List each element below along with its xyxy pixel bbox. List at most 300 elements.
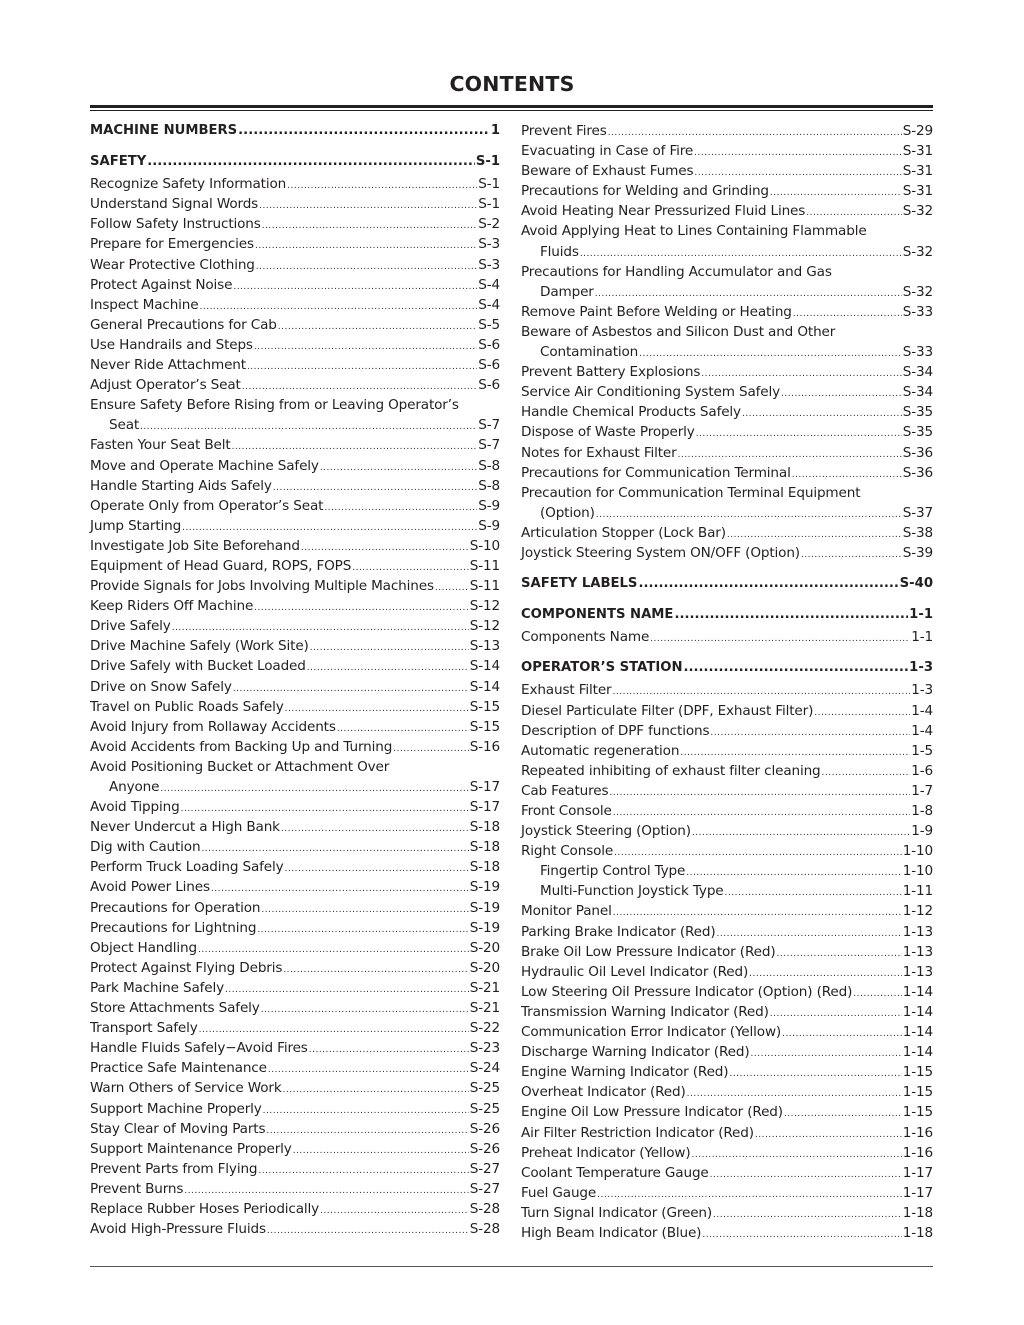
dot-leader: [782, 1024, 902, 1044]
toc-entry-keep-riders-off-machine[interactable]: [90, 596, 500, 616]
toc-entry-handle-starting-aids-safely[interactable]: [90, 476, 500, 496]
toc-entry-fasten-your-seat-belt[interactable]: [90, 435, 500, 455]
toc-entry-service-air-conditioning-system-safely[interactable]: [521, 382, 933, 402]
dot-leader: [310, 638, 469, 658]
dot-leader: [324, 498, 477, 518]
toc-entry-transport-safely[interactable]: [90, 1018, 500, 1038]
toc-entry-store-attachments-safely[interactable]: [90, 998, 500, 1018]
toc-entry-prevent-parts-from-flying[interactable]: [90, 1159, 500, 1179]
toc-page-number: 1-12: [902, 903, 933, 920]
toc-entry-warn-others-of-service-work[interactable]: [90, 1078, 500, 1098]
toc-entry-practice-safe-maintenance[interactable]: [90, 1058, 500, 1078]
toc-entry-precautions-for-lightning[interactable]: [90, 918, 500, 938]
toc-entry-drive-on-snow-safely[interactable]: [90, 677, 500, 697]
toc-entry-label: Precautions for Welding and Grinding: [521, 183, 769, 200]
toc-page-number: S-9: [478, 497, 500, 514]
toc-page-number: S-5: [478, 316, 500, 333]
toc-entry-continuation[interactable]: [521, 282, 933, 302]
toc-page-number: 1-4: [911, 722, 933, 739]
dot-leader: [268, 1060, 469, 1080]
toc-entry-adjust-operator-s-seat[interactable]: [90, 375, 500, 395]
toc-entry-label: Park Machine Safely: [90, 979, 225, 996]
toc-entry-label: Avoid Applying Heat to Lines Containing Flammable: [521, 223, 867, 240]
toc-entry-articulation-stopper-lock-bar[interactable]: [521, 523, 933, 543]
toc-page-number: 1-11: [902, 883, 933, 900]
toc-page-number: 1-1: [911, 629, 933, 646]
toc-entry-label: Support Maintenance Properly: [90, 1140, 292, 1157]
toc-entry-avoid-tipping[interactable]: [90, 797, 500, 817]
dot-leader: [182, 518, 477, 538]
toc-page-number: S-16: [469, 738, 500, 755]
dot-leader: [262, 216, 478, 236]
toc-entry-label: Monitor Panel: [521, 903, 612, 920]
toc-page-number: S-24: [469, 1060, 500, 1077]
toc-entry-label: Automatic regeneration: [521, 742, 680, 759]
toc-entry-label: Avoid Injury from Rollaway Accidents: [90, 718, 336, 735]
toc-entry-precaution-for-communication-terminal-equipment[interactable]: [521, 483, 933, 503]
toc-page-number: S-8: [478, 477, 500, 494]
toc-section-machine-numbers[interactable]: [90, 121, 500, 141]
toc-entry-avoid-positioning-bucket-or-attachment-over[interactable]: [90, 757, 500, 777]
toc-page-number: S-22: [469, 1020, 500, 1037]
toc-page-number: S-32: [902, 243, 933, 260]
toc-page-number: S-18: [469, 859, 500, 876]
toc-entry-label: Avoid Positioning Bucket or Attachment Over: [90, 758, 390, 775]
toc-page-number: 1-18: [902, 1224, 933, 1241]
toc-entry-label: Equipment of Head Guard, ROPS, FOPS: [90, 557, 352, 574]
dot-leader: [683, 658, 908, 678]
toc-entry-label: Understand Signal Words: [90, 196, 259, 213]
toc-page-number: 1-14: [902, 983, 933, 1000]
toc-entry-drive-machine-safely-work-site[interactable]: [90, 636, 500, 656]
dot-leader: [238, 121, 490, 141]
toc-entry-support-machine-properly[interactable]: [90, 1099, 500, 1119]
toc-entry-inspect-machine[interactable]: [90, 295, 500, 315]
toc-page-number: 1-17: [902, 1184, 933, 1201]
toc-entry-continuation[interactable]: [90, 777, 500, 797]
toc-entry-use-handrails-and-steps[interactable]: [90, 335, 500, 355]
toc-entry-label: Prevent Burns: [90, 1180, 184, 1197]
dot-leader: [784, 1104, 902, 1124]
toc-page-number: S-8: [478, 457, 500, 474]
toc-entry-coolant-temperature-gauge[interactable]: [521, 1163, 933, 1183]
dot-leader: [287, 176, 477, 196]
toc-entry-label: Use Handrails and Steps: [90, 336, 253, 353]
toc-page-number: S-9: [478, 517, 500, 534]
toc-entry-joystick-steering-option[interactable]: [521, 821, 933, 841]
dot-leader: [710, 1165, 902, 1185]
toc-entry-avoid-high-pressure-fluids[interactable]: [90, 1219, 500, 1239]
toc-entry-beware-of-exhaust-fumes[interactable]: [521, 161, 933, 181]
toc-entry-label: Handle Chemical Products Safely: [521, 404, 741, 421]
dot-leader: [696, 424, 902, 444]
dot-leader: [263, 1101, 469, 1121]
toc-entry-label: (Option): [540, 504, 595, 521]
toc-entry-avoid-accidents-from-backing-up-and-turning[interactable]: [90, 737, 500, 757]
toc-entry-label: Prevent Parts from Flying: [90, 1160, 258, 1177]
dot-leader: [609, 783, 910, 803]
toc-page-number: S-35: [902, 424, 933, 441]
toc-entry-prepare-for-emergencies[interactable]: [90, 234, 500, 254]
toc-page-number: S-33: [902, 344, 933, 361]
toc-page-number: S-3: [478, 236, 500, 253]
toc-entry-jump-starting[interactable]: [90, 516, 500, 536]
toc-page-number: 1-18: [902, 1204, 933, 1221]
toc-entry-label: Avoid Accidents from Backing Up and Turning: [90, 738, 393, 755]
toc-entry-label: Remove Paint Before Welding or Heating: [521, 303, 792, 320]
toc-entry-ensure-safety-before-rising-from-or-leaving-operator-s[interactable]: [90, 395, 500, 415]
toc-entry-continuation[interactable]: [521, 342, 933, 362]
toc-page-number: S-28: [469, 1200, 500, 1217]
toc-page-number: S-37: [902, 504, 933, 521]
toc-page-number: 1-4: [911, 702, 933, 719]
toc-page-number: S-4: [478, 276, 500, 293]
toc-entry-never-ride-attachment[interactable]: [90, 355, 500, 375]
toc-entry-monitor-panel[interactable]: [521, 901, 933, 921]
dot-leader: [320, 1201, 469, 1221]
toc-entry-label: Move and Operate Machine Safely: [90, 457, 319, 474]
toc-page-number: S-2: [478, 216, 500, 233]
dot-leader: [613, 682, 911, 702]
toc-entry-label: Contamination: [540, 344, 639, 361]
toc-entry-beware-of-asbestos-and-silicon-dust-and-other[interactable]: [521, 322, 933, 342]
toc-entry-communication-error-indicator-yellow[interactable]: [521, 1022, 933, 1042]
toc-entry-engine-oil-low-pressure-indicator-red[interactable]: [521, 1102, 933, 1122]
toc-entry-label: Avoid Power Lines: [90, 879, 210, 896]
toc-entry-label: Damper: [540, 283, 594, 300]
dot-leader: [257, 920, 468, 940]
toc-entry-label: Avoid Tipping: [90, 799, 180, 816]
dot-leader: [278, 317, 477, 337]
toc-entry-label: Hydraulic Oil Level Indicator (Red): [521, 963, 749, 980]
toc-page-number: S-36: [902, 464, 933, 481]
toc-entry-description-of-dpf-functions[interactable]: [521, 721, 933, 741]
dot-leader: [806, 203, 902, 223]
toc-entry-label: Evacuating in Case of Fire: [521, 143, 694, 160]
toc-entry-precautions-for-communication-terminal[interactable]: [521, 463, 933, 483]
toc-entry-label: Seat: [109, 417, 140, 434]
dot-leader: [140, 417, 477, 437]
toc-entry-label: Protect Against Noise: [90, 276, 233, 293]
toc-entry-precautions-for-operation[interactable]: [90, 898, 500, 918]
toc-entry-label: Handle Fluids Safely−Avoid Fires: [90, 1040, 308, 1057]
toc-page-number: 1-3: [909, 660, 933, 676]
dot-leader: [614, 843, 902, 863]
toc-entry-label: General Precautions for Cab: [90, 316, 277, 333]
toc-entry-investigate-job-site-beforehand[interactable]: [90, 536, 500, 556]
toc-entry-label: Joystick Steering System ON/OFF (Option): [521, 544, 800, 561]
toc-page-number: S-20: [469, 959, 500, 976]
dot-leader: [650, 629, 910, 649]
dot-leader: [201, 839, 468, 859]
dot-leader: [692, 823, 910, 843]
dot-leader: [701, 364, 902, 384]
toc-entry-handle-fluids-safely-avoid-fires[interactable]: [90, 1038, 500, 1058]
toc-section-components-name[interactable]: [521, 605, 933, 625]
toc-entry-avoid-power-lines[interactable]: [90, 877, 500, 897]
dot-leader: [613, 903, 902, 923]
toc-entry-exhaust-filter[interactable]: [521, 680, 933, 700]
toc-entry-label: Never Undercut a High Bank: [90, 819, 280, 836]
dot-leader: [199, 1020, 469, 1040]
toc-entry-notes-for-exhaust-filter[interactable]: [521, 443, 933, 463]
title-rule-thin: [90, 110, 933, 111]
toc-entry-label: Parking Brake Indicator (Red): [521, 923, 716, 940]
toc-entry-label: Drive Safely: [90, 618, 171, 635]
toc-page-number: S-25: [469, 1080, 500, 1097]
toc-entry-stay-clear-of-moving-parts[interactable]: [90, 1119, 500, 1139]
toc-page-number: S-15: [469, 718, 500, 735]
toc-page-number: S-34: [902, 364, 933, 381]
toc-entry-drive-safely-with-bucket-loaded[interactable]: [90, 656, 500, 676]
toc-page-number: S-27: [469, 1160, 500, 1177]
dot-leader: [727, 525, 902, 545]
toc-entry-diesel-particulate-filter-dpf-exhaust-filter[interactable]: [521, 701, 933, 721]
toc-entry-label: SAFETY LABELS: [521, 576, 638, 592]
toc-page-number: S-1: [478, 176, 500, 193]
toc-entry-avoid-heating-near-pressurized-fluid-lines[interactable]: [521, 201, 933, 221]
toc-entry-label: Keep Riders Off Machine: [90, 598, 254, 615]
toc-entry-automatic-regeneration[interactable]: [521, 741, 933, 761]
toc-entry-cab-features[interactable]: [521, 781, 933, 801]
dot-leader: [717, 924, 902, 944]
dot-leader: [680, 743, 910, 763]
footer-rule: [90, 1266, 933, 1267]
toc-entry-move-and-operate-machine-safely[interactable]: [90, 456, 500, 476]
toc-page-number: 1-16: [902, 1124, 933, 1141]
toc-entry-brake-oil-low-pressure-indicator-red[interactable]: [521, 942, 933, 962]
toc-entry-protect-against-noise[interactable]: [90, 275, 500, 295]
toc-entry-precautions-for-handling-accumulator-and-gas[interactable]: [521, 262, 933, 282]
dot-leader: [254, 337, 477, 357]
toc-entry-right-console[interactable]: [521, 841, 933, 861]
toc-entry-fuel-gauge[interactable]: [521, 1183, 933, 1203]
toc-page-number: S-40: [899, 576, 933, 592]
toc-entry-label: Warn Others of Service Work: [90, 1080, 282, 1097]
toc-entry-object-handling[interactable]: [90, 938, 500, 958]
toc-entry-engine-warning-indicator-red[interactable]: [521, 1062, 933, 1082]
toc-subentry-multi-function-joystick-type[interactable]: [521, 881, 933, 901]
toc-page-number: 1-13: [902, 923, 933, 940]
dot-leader: [710, 723, 910, 743]
toc-entry-operate-only-from-operator-s-seat[interactable]: [90, 496, 500, 516]
dot-leader: [638, 574, 898, 594]
dot-leader: [261, 900, 468, 920]
toc-section-operator-s-station[interactable]: [521, 658, 933, 678]
toc-entry-air-filter-restriction-indicator-red[interactable]: [521, 1123, 933, 1143]
toc-entry-provide-signals-for-jobs-involving-multiple-machines[interactable]: [90, 576, 500, 596]
toc-entry-follow-safety-instructions[interactable]: [90, 214, 500, 234]
toc-entry-label: Jump Starting: [90, 517, 182, 534]
toc-page-number: S-28: [469, 1221, 500, 1238]
toc-entry-label: Recognize Safety Information: [90, 176, 287, 193]
toc-entry-drive-safely[interactable]: [90, 616, 500, 636]
dot-leader: [259, 196, 477, 216]
dot-leader: [692, 1145, 902, 1165]
dot-leader: [273, 478, 477, 498]
toc-entry-perform-truck-loading-safely[interactable]: [90, 857, 500, 877]
toc-page-number: 1-5: [911, 742, 933, 759]
toc-entry-label: Description of DPF functions: [521, 722, 710, 739]
toc-left-column: [90, 121, 500, 1239]
toc-entry-label: Practice Safe Maintenance: [90, 1060, 267, 1077]
toc-entry-prevent-burns[interactable]: [90, 1179, 500, 1199]
toc-entry-travel-on-public-roads-safely[interactable]: [90, 697, 500, 717]
toc-entry-support-maintenance-properly[interactable]: [90, 1139, 500, 1159]
toc-entry-park-machine-safely[interactable]: [90, 978, 500, 998]
toc-page-number: 1-15: [902, 1084, 933, 1101]
toc-entry-joystick-steering-system-on-off-option[interactable]: [521, 543, 933, 563]
dot-leader: [258, 1161, 468, 1181]
toc-entry-label: Travel on Public Roads Safely: [90, 698, 284, 715]
toc-entry-understand-signal-words[interactable]: [90, 194, 500, 214]
dot-leader: [285, 699, 469, 719]
toc-entry-label: Fasten Your Seat Belt: [90, 437, 231, 454]
toc-page-number: S-31: [902, 143, 933, 160]
toc-page-number: S-32: [902, 203, 933, 220]
toc-page-number: S-19: [469, 899, 500, 916]
toc-entry-avoid-applying-heat-to-lines-containing-flammable[interactable]: [521, 221, 933, 241]
toc-entry-front-console[interactable]: [521, 801, 933, 821]
toc-entry-label: Never Ride Attachment: [90, 357, 246, 374]
toc-page-number: S-18: [469, 819, 500, 836]
dot-leader: [247, 357, 477, 377]
toc-entry-never-undercut-a-high-bank[interactable]: [90, 817, 500, 837]
toc-entry-replace-rubber-hoses-periodically[interactable]: [90, 1199, 500, 1219]
toc-entry-label: Joystick Steering (Option): [521, 823, 691, 840]
toc-entry-label: Articulation Stopper (Lock Bar): [521, 524, 726, 541]
toc-entry-recognize-safety-information[interactable]: [90, 174, 500, 194]
toc-entry-components-name[interactable]: [521, 627, 933, 647]
dot-leader: [337, 719, 469, 739]
toc-page-number: S-1: [478, 196, 500, 213]
dot-leader: [267, 1221, 469, 1241]
toc-page-number: S-17: [469, 779, 500, 795]
toc-entry-precautions-for-welding-and-grinding[interactable]: [521, 181, 933, 201]
dot-leader: [266, 1121, 468, 1141]
toc-entry-prevent-fires[interactable]: [521, 121, 933, 141]
toc-page-number: S-13: [469, 638, 500, 655]
toc-entry-label: MACHINE NUMBERS: [90, 123, 238, 138]
dot-leader: [608, 123, 902, 143]
toc-entry-label: Transmission Warning Indicator (Red): [521, 1003, 769, 1020]
toc-entry-general-precautions-for-cab[interactable]: [90, 315, 500, 335]
dot-leader: [233, 277, 477, 297]
dot-leader: [776, 944, 901, 964]
toc-entry-label: Drive Machine Safely (Work Site): [90, 638, 309, 655]
toc-page-number: S-6: [478, 357, 500, 374]
dot-leader: [261, 1000, 469, 1020]
toc-entry-label: Drive Safely with Bucket Loaded: [90, 658, 306, 675]
toc-entry-label: Avoid High-Pressure Fluids: [90, 1221, 266, 1238]
dot-leader: [678, 445, 902, 465]
toc-page-number: S-19: [469, 919, 500, 936]
toc-section-safety[interactable]: [90, 152, 500, 172]
dot-leader: [801, 545, 902, 565]
toc-page-number: 1-15: [902, 1104, 933, 1121]
toc-entry-label: Repeated inhibiting of exhaust filter cleaning: [521, 762, 821, 779]
toc-entry-handle-chemical-products-safely[interactable]: [521, 402, 933, 422]
toc-entry-low-steering-oil-pressure-indicator-option-red[interactable]: [521, 982, 933, 1002]
toc-subentry-fingertip-control-type[interactable]: [521, 861, 933, 881]
toc-entry-preheat-indicator-yellow[interactable]: [521, 1143, 933, 1163]
toc-entry-evacuating-in-case-of-fire[interactable]: [521, 141, 933, 161]
dot-leader: [742, 404, 902, 424]
toc-page-number: S-21: [469, 1000, 500, 1017]
toc-entry-label: Store Attachments Safely: [90, 1000, 260, 1017]
toc-entry-hydraulic-oil-level-indicator-red[interactable]: [521, 962, 933, 982]
dot-leader: [687, 1084, 902, 1104]
toc-page-number: S-14: [469, 658, 500, 675]
dot-leader: [199, 297, 477, 317]
dot-leader: [792, 465, 902, 485]
toc-page-number: S-11: [469, 557, 500, 574]
toc-page-number: S-7: [478, 417, 500, 434]
dot-leader: [293, 1141, 469, 1161]
toc-entry-remove-paint-before-welding-or-heating[interactable]: [521, 302, 933, 322]
toc-entry-equipment-of-head-guard-rops-fops[interactable]: [90, 556, 500, 576]
toc-entry-label: Low Steering Oil Pressure Indicator (Option) (Red): [521, 983, 853, 1000]
dot-leader: [694, 143, 902, 163]
toc-entry-label: Inspect Machine: [90, 296, 199, 313]
toc-entry-label: Wear Protective Clothing: [90, 256, 255, 273]
toc-page-number: S-29: [902, 123, 933, 139]
toc-page-number: S-15: [469, 698, 500, 715]
toc-entry-high-beam-indicator-blue[interactable]: [521, 1223, 933, 1243]
toc-page-number: S-6: [478, 336, 500, 353]
toc-page-number: 1-8: [911, 803, 933, 819]
toc-page-number: 1-13: [902, 943, 933, 960]
toc-entry-avoid-injury-from-rollaway-accidents[interactable]: [90, 717, 500, 737]
dot-leader: [793, 304, 902, 324]
toc-entry-continuation[interactable]: [521, 242, 933, 262]
toc-entry-continuation[interactable]: [521, 503, 933, 523]
toc-entry-transmission-warning-indicator-red[interactable]: [521, 1002, 933, 1022]
dot-leader: [184, 1181, 468, 1201]
toc-page-number: S-19: [469, 879, 500, 896]
toc-entry-wear-protective-clothing[interactable]: [90, 255, 500, 275]
dot-leader: [255, 236, 477, 256]
toc-entry-label: Handle Starting Aids Safely: [90, 477, 272, 494]
toc-entry-protect-against-flying-debris[interactable]: [90, 958, 500, 978]
toc-right-column: [521, 121, 933, 1243]
toc-entry-label: Replace Rubber Hoses Periodically: [90, 1200, 320, 1217]
toc-entry-label: Cab Features: [521, 782, 609, 799]
toc-entry-turn-signal-indicator-green[interactable]: [521, 1203, 933, 1223]
toc-entry-label: Precautions for Communication Terminal: [521, 464, 791, 481]
toc-entry-repeated-inhibiting-of-exhaust-filter-cleaning[interactable]: [521, 761, 933, 781]
toc-entry-label: Preheat Indicator (Yellow): [521, 1144, 691, 1161]
toc-entry-label: Air Filter Restriction Indicator (Red): [521, 1124, 754, 1141]
toc-entry-discharge-warning-indicator-red[interactable]: [521, 1042, 933, 1062]
toc-section-safety-labels[interactable]: [521, 574, 933, 594]
dot-leader: [254, 598, 469, 618]
toc-entry-parking-brake-indicator-red[interactable]: [521, 922, 933, 942]
toc-entry-dig-with-caution[interactable]: [90, 837, 500, 857]
toc-entry-prevent-battery-explosions[interactable]: [521, 362, 933, 382]
dot-leader: [713, 1205, 902, 1225]
toc-page-number: 1-7: [911, 782, 933, 799]
toc-entry-label: High Beam Indicator (Blue): [521, 1224, 702, 1241]
toc-entry-overheat-indicator-red[interactable]: [521, 1082, 933, 1102]
toc-entry-continuation[interactable]: [90, 415, 500, 435]
dot-leader: [435, 578, 469, 598]
toc-page-number: S-26: [469, 1120, 500, 1137]
toc-entry-dispose-of-waste-properly[interactable]: [521, 422, 933, 442]
toc-page-number: S-18: [469, 839, 500, 856]
toc-page-number: 1-10: [902, 843, 933, 860]
toc-entry-label: Precautions for Lightning: [90, 919, 257, 936]
